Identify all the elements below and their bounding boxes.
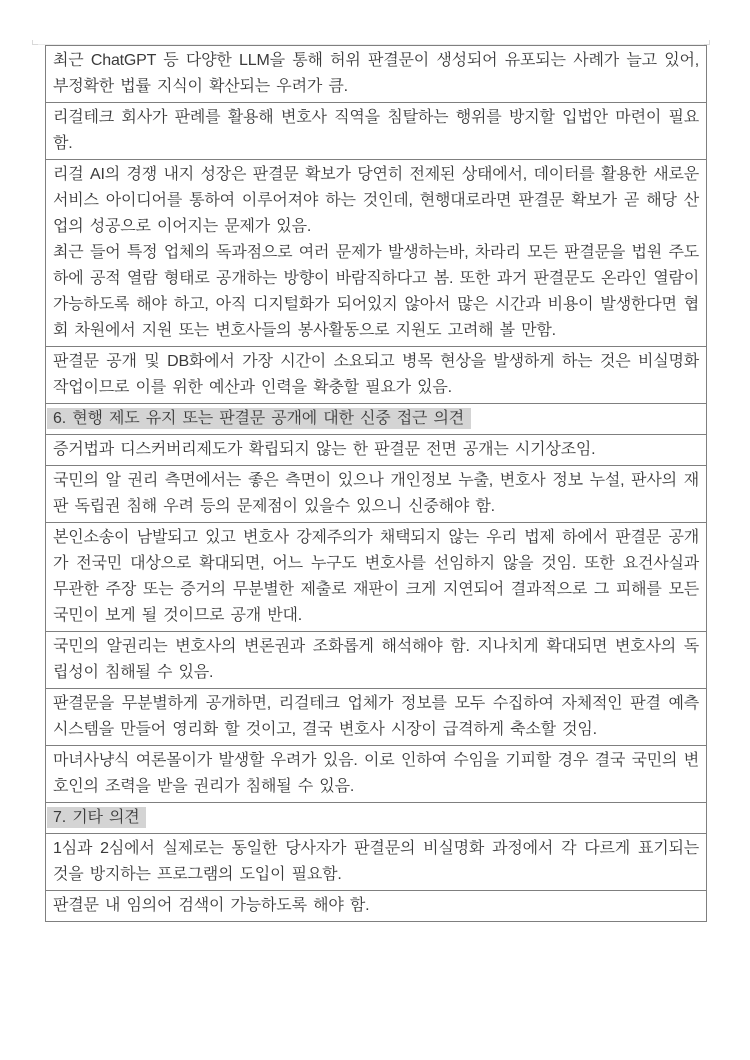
section-heading [47,406,699,432]
opinion-text: 1심과 2심에서 실제로는 동일한 당사자가 판결문의 비실명화 과정에서 각 다르게 표기되는 것을 방지하는 프로그램의 도입이 필요함. [53,840,699,883]
opinion-text: 판결문 내 임의어 검색이 가능하도록 해야 함. [53,897,370,914]
opinion-row [46,347,706,404]
opinion-text: 국민의 알권리는 변호사의 변론권과 조화롭게 해석해야 함. 지나치게 확대되면 변호사의 독립성이 침해될 수 있음. [53,638,699,681]
opinion-row [46,160,706,347]
opinion-text: 최근 ChatGPT 등 다양한 LLM을 통해 허위 판결문이 생성되어 유포되는 사례가 늘고 있어, 부정확한 법률 지식이 확산되는 우려가 큼. [53,52,699,95]
opinion-row [46,689,706,746]
section-heading-highlight: 7. 기타 의견 [47,807,146,828]
opinion-row [46,103,706,160]
section-header-row [46,803,706,834]
section-header-row [46,404,706,435]
opinion-row [46,746,706,803]
opinion-row [46,435,706,466]
opinion-text: 리걸테크 회사가 판례를 활용해 변호사 직역을 침탈하는 행위를 방지할 입법안 마련이 필요함. [53,109,699,152]
opinion-text: 국민의 알 권리 측면에서는 좋은 측면이 있으나 개인정보 누출, 변호사 정보 누설, 판사의 재판 독립권 침해 우려 등의 문제점이 있을수 있으니 신중해야 함. [53,472,699,515]
opinion-row [46,523,706,632]
opinion-row [46,46,706,103]
opinion-row [46,891,706,921]
section-heading-highlight: 6. 현행 제도 유지 또는 판결문 공개에 대한 신중 접근 의견 [47,408,471,429]
opinion-text: 마녀사냥식 여론몰이가 발생할 우려가 있음. 이로 인하여 수임을 기피할 경우 결국 국민의 변호인의 조력을 받을 권리가 침해될 수 있음. [53,752,699,795]
opinion-text: 판결문 공개 및 DB화에서 가장 시간이 소요되고 병목 현상을 발생하게 하는 것은 비실명화 작업이므로 이를 위한 예산과 인력을 확충할 필요가 있음. [53,353,699,396]
opinion-text: 최근 들어 특정 업체의 독과점으로 여러 문제가 발생하는바, 차라리 모든 판결문을 법원 주도하에 공적 열람 형태로 공개하는 방향이 바람직하다고 봄. 또한 과거 판결문도 온라인 열람이 가능하도록 해야 하고, 아직 디지털화가 되어있지 않아서 많은 시간과 비용이 발생한다면 협회 차원에서 지원 또는 변호사들의 봉사활동으로 지원도 고려해 볼 만함. [53,244,699,339]
opinion-text: 본인소송이 남발되고 있고 변호사 강제주의가 채택되지 않는 우리 법제 하에서 판결문 공개가 전국민 대상으로 확대되면, 어느 누구도 변호사를 선임하지 않을 것임. 또한 요건사실과 무관한 주장 또는 증거의 무분별한 제출로 재판이 크게 지연되어 결과적으로 그 피해를 모든 국민이 보게 될 것이므로 공개 반대. [53,529,699,624]
opinion-row [46,834,706,891]
section-heading [47,805,699,831]
opinions-table [45,45,707,922]
opinion-text: 판결문을 무분별하게 공개하면, 리걸테크 업체가 정보를 모두 수집하여 자체적인 판결 예측 시스템을 만들어 영리화 할 것이고, 결국 변호사 시장이 급격하게 축소할 것임. [53,695,699,738]
opinion-row [46,466,706,523]
opinion-text: 리걸 AI의 경쟁 내지 성장은 판결문 확보가 당연히 전제된 상태에서, 데이터를 활용한 새로운 서비스 아이디어를 통하여 이루어져야 하는 것인데, 현행대로라면 판결문 확보가 곧 해당 산업의 성공으로 이어지는 문제가 있음. [53,166,699,235]
opinion-text: 증거법과 디스커버리제도가 확립되지 않는 한 판결문 전면 공개는 시기상조임. [53,441,596,458]
opinion-row [46,632,706,689]
